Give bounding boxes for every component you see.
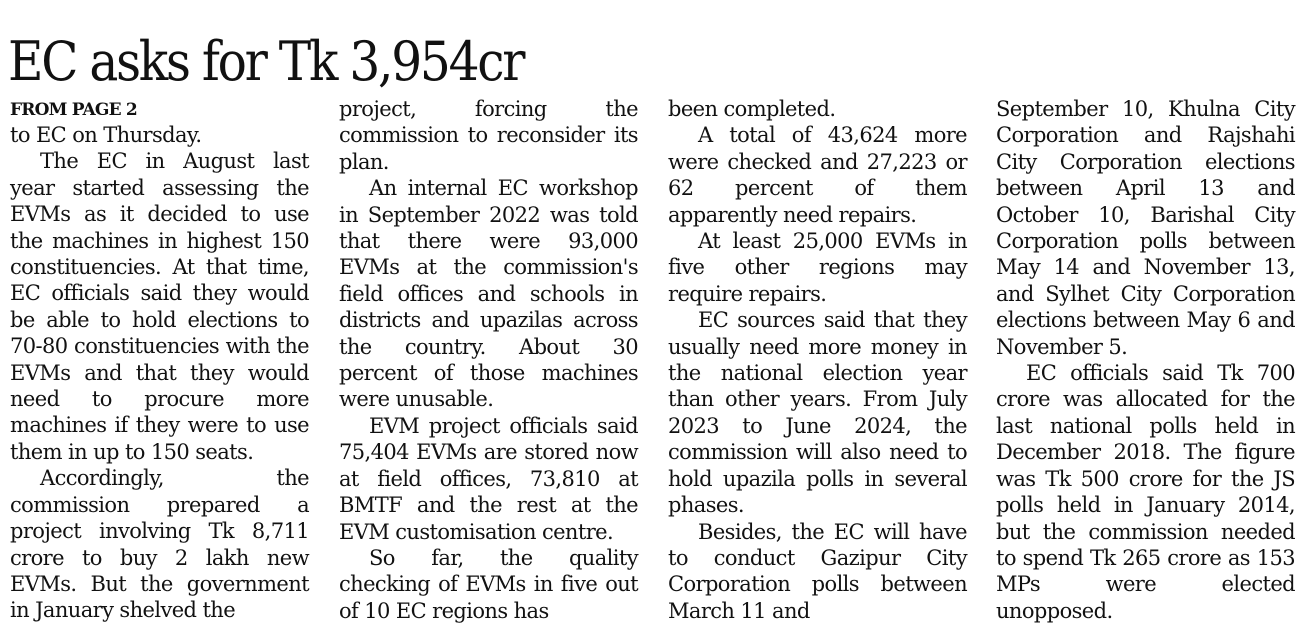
paragraph: project, forcing the commission to reconsider its plan. [339,97,638,174]
paragraph: September 10, Khulna City Corporation and Rajshahi City Corporation elections between April 13 and October 10, Barishal City Corporation polls between May 14 and November 13, and Sylhet City Corporation elections between May 6 and November 5. [996,97,1295,359]
article-column-2 [339,96,638,624]
paragraph: Besides, the EC will have to conduct Gazipur City Corporation polls between March 11 and [668,519,967,623]
paragraph: EC officials said Tk 700 crore was allocated for the last national polls held in December 2018. The figure was Tk 500 crore for the JS polls held in January 2014, but the commission needed to spend Tk 265 crore as 153 MPs were elected unopposed. [996,361,1295,623]
paragraph: A total of 43,624 more were checked and 27,223 or 62 percent of them apparently need repairs. [668,123,967,227]
article-column-1 [10,96,309,624]
headline: EC asks for Tk 3,954cr [8,30,524,93]
paragraph: The EC in August last year started assessing the EVMs as it decided to use the machines in highest 150 constituencies. At that time, EC officials said they would be able to hold elections to 70-80 constituencies with the EVMs and that they would need to procure more machines if they were to use them in up to 150 seats. [10,149,309,464]
paragraph: EVM project officials said 75,404 EVMs are stored now at field offices, 73,810 at BMTF and the rest at the EVM customisation centre. [339,413,638,544]
paragraph: So far, the quality checking of EVMs in five out of 10 EC regions has [339,545,638,623]
paragraph: At least 25,000 EVMs in five other regions may require repairs. [668,229,967,306]
paragraph: to EC on Thursday. [10,123,202,147]
article-column-3 [668,96,967,624]
article-column-4 [996,96,1295,624]
paragraph: An internal EC workshop in September 2022 was told that there were 93,000 EVMs at the commission's field offices and schools in districts and upazilas across the country. About 30 percent of those machines were unusable. [339,176,638,412]
paragraph: EC sources said that they usually need more money in the national election year than other years. From July 2023 to June 2024, the commission will also need to hold upazila polls in several phases. [668,308,967,518]
continued-from-kicker: FROM PAGE 2 [10,100,137,120]
paragraph: been completed. [668,97,836,121]
paragraph: Accordingly, the commission prepared a project involving Tk 8,711 crore to buy 2 lakh new EVMs. But the government in January shelved the [10,466,309,623]
